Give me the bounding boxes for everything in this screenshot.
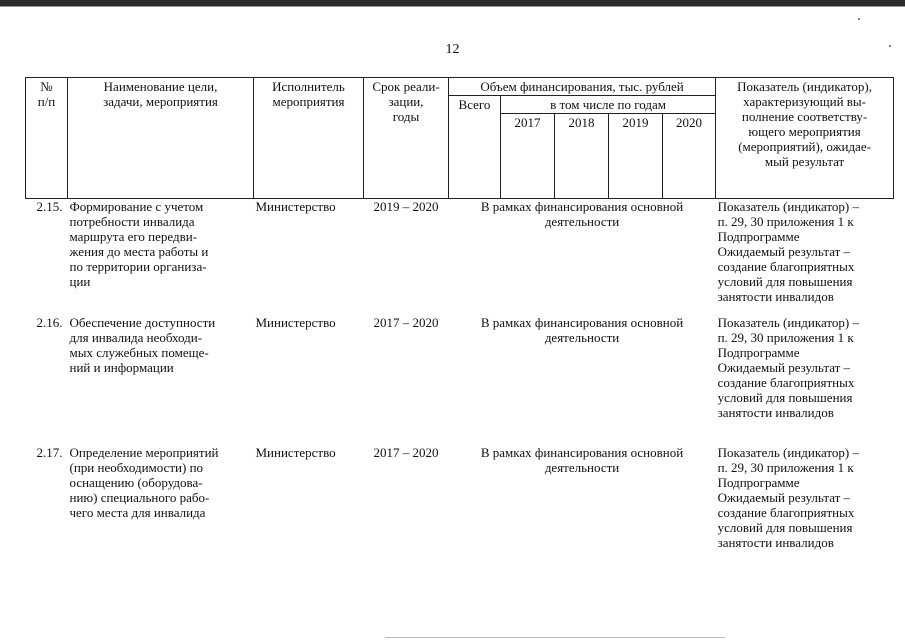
row-indicator: Показатель (индикатор) – п. 29, 30 приложения 1 к Подпрограмме Ожидаемый результат – создание благоприятных условий для повышения занятости инвалидов bbox=[717, 315, 859, 420]
table-header bbox=[26, 78, 894, 199]
row-number: 2.15. bbox=[36, 199, 63, 214]
row-executor: Министерство bbox=[255, 315, 336, 330]
row-indicator: Показатель (индикатор) – п. 29, 30 приложения 1 к Подпрограмме Ожидаемый результат – создание благоприятных условий для повышения занятости инвалидов bbox=[717, 445, 859, 550]
header-by-years: в том числе по годам bbox=[501, 96, 716, 114]
row-executor: Министерство bbox=[255, 445, 336, 460]
row-financing: В рамках финансирования основной деятельности bbox=[480, 315, 684, 345]
scan-top-edge-shadow bbox=[0, 6, 905, 7]
header-indicator: Показатель (индикатор), характеризующий вы- полнение соответству- ющего мероприятия (мероприятий), ожидае- мый результат bbox=[716, 78, 894, 199]
row-number: 2.16. bbox=[36, 315, 63, 330]
row-name: Определение мероприятий (при необходимости) по оснащению (оборудова- нию) специального рабо- чего места для инвалида bbox=[69, 445, 219, 520]
header-number: № п/п bbox=[26, 78, 68, 199]
header-executor: Исполнитель мероприятия bbox=[254, 78, 364, 199]
header-name: Наименование цели, задачи, мероприятия bbox=[68, 78, 254, 199]
table-row bbox=[26, 315, 894, 445]
scan-bottom-edge bbox=[385, 637, 725, 638]
header-year-2018: 2018 bbox=[555, 114, 609, 199]
row-name: Формирование с учетом потребности инвалида маршрута его передви- жения до места работы и по территории организа- ции bbox=[69, 199, 209, 289]
scan-speck bbox=[858, 18, 860, 20]
row-executor: Министерство bbox=[255, 199, 336, 214]
header-year-2019: 2019 bbox=[609, 114, 663, 199]
header-year-2017: 2017 bbox=[501, 114, 555, 199]
header-term: Срок реали- зации, годы bbox=[364, 78, 449, 199]
row-name: Обеспечение доступности для инвалида необходи- мых служебных помеще- ний и информации bbox=[69, 315, 216, 375]
row-term: 2017 – 2020 bbox=[373, 445, 439, 460]
header-year-2020: 2020 bbox=[663, 114, 716, 199]
row-financing: В рамках финансирования основной деятельности bbox=[480, 445, 684, 475]
program-table bbox=[25, 77, 894, 550]
header-financing: Объем финансирования, тыс. рублей bbox=[449, 78, 716, 96]
table-row bbox=[26, 199, 894, 316]
row-term: 2017 – 2020 bbox=[373, 315, 439, 330]
table-row bbox=[26, 445, 894, 550]
row-number: 2.17. bbox=[36, 445, 63, 460]
row-indicator: Показатель (индикатор) – п. 29, 30 приложения 1 к Подпрограмме Ожидаемый результат – создание благоприятных условий для повышения занятости инвалидов bbox=[717, 199, 859, 304]
header-total: Всего bbox=[449, 96, 501, 199]
page-number: 12 bbox=[445, 42, 460, 57]
row-financing: В рамках финансирования основной деятельности bbox=[480, 199, 684, 229]
row-term: 2019 – 2020 bbox=[373, 199, 439, 214]
